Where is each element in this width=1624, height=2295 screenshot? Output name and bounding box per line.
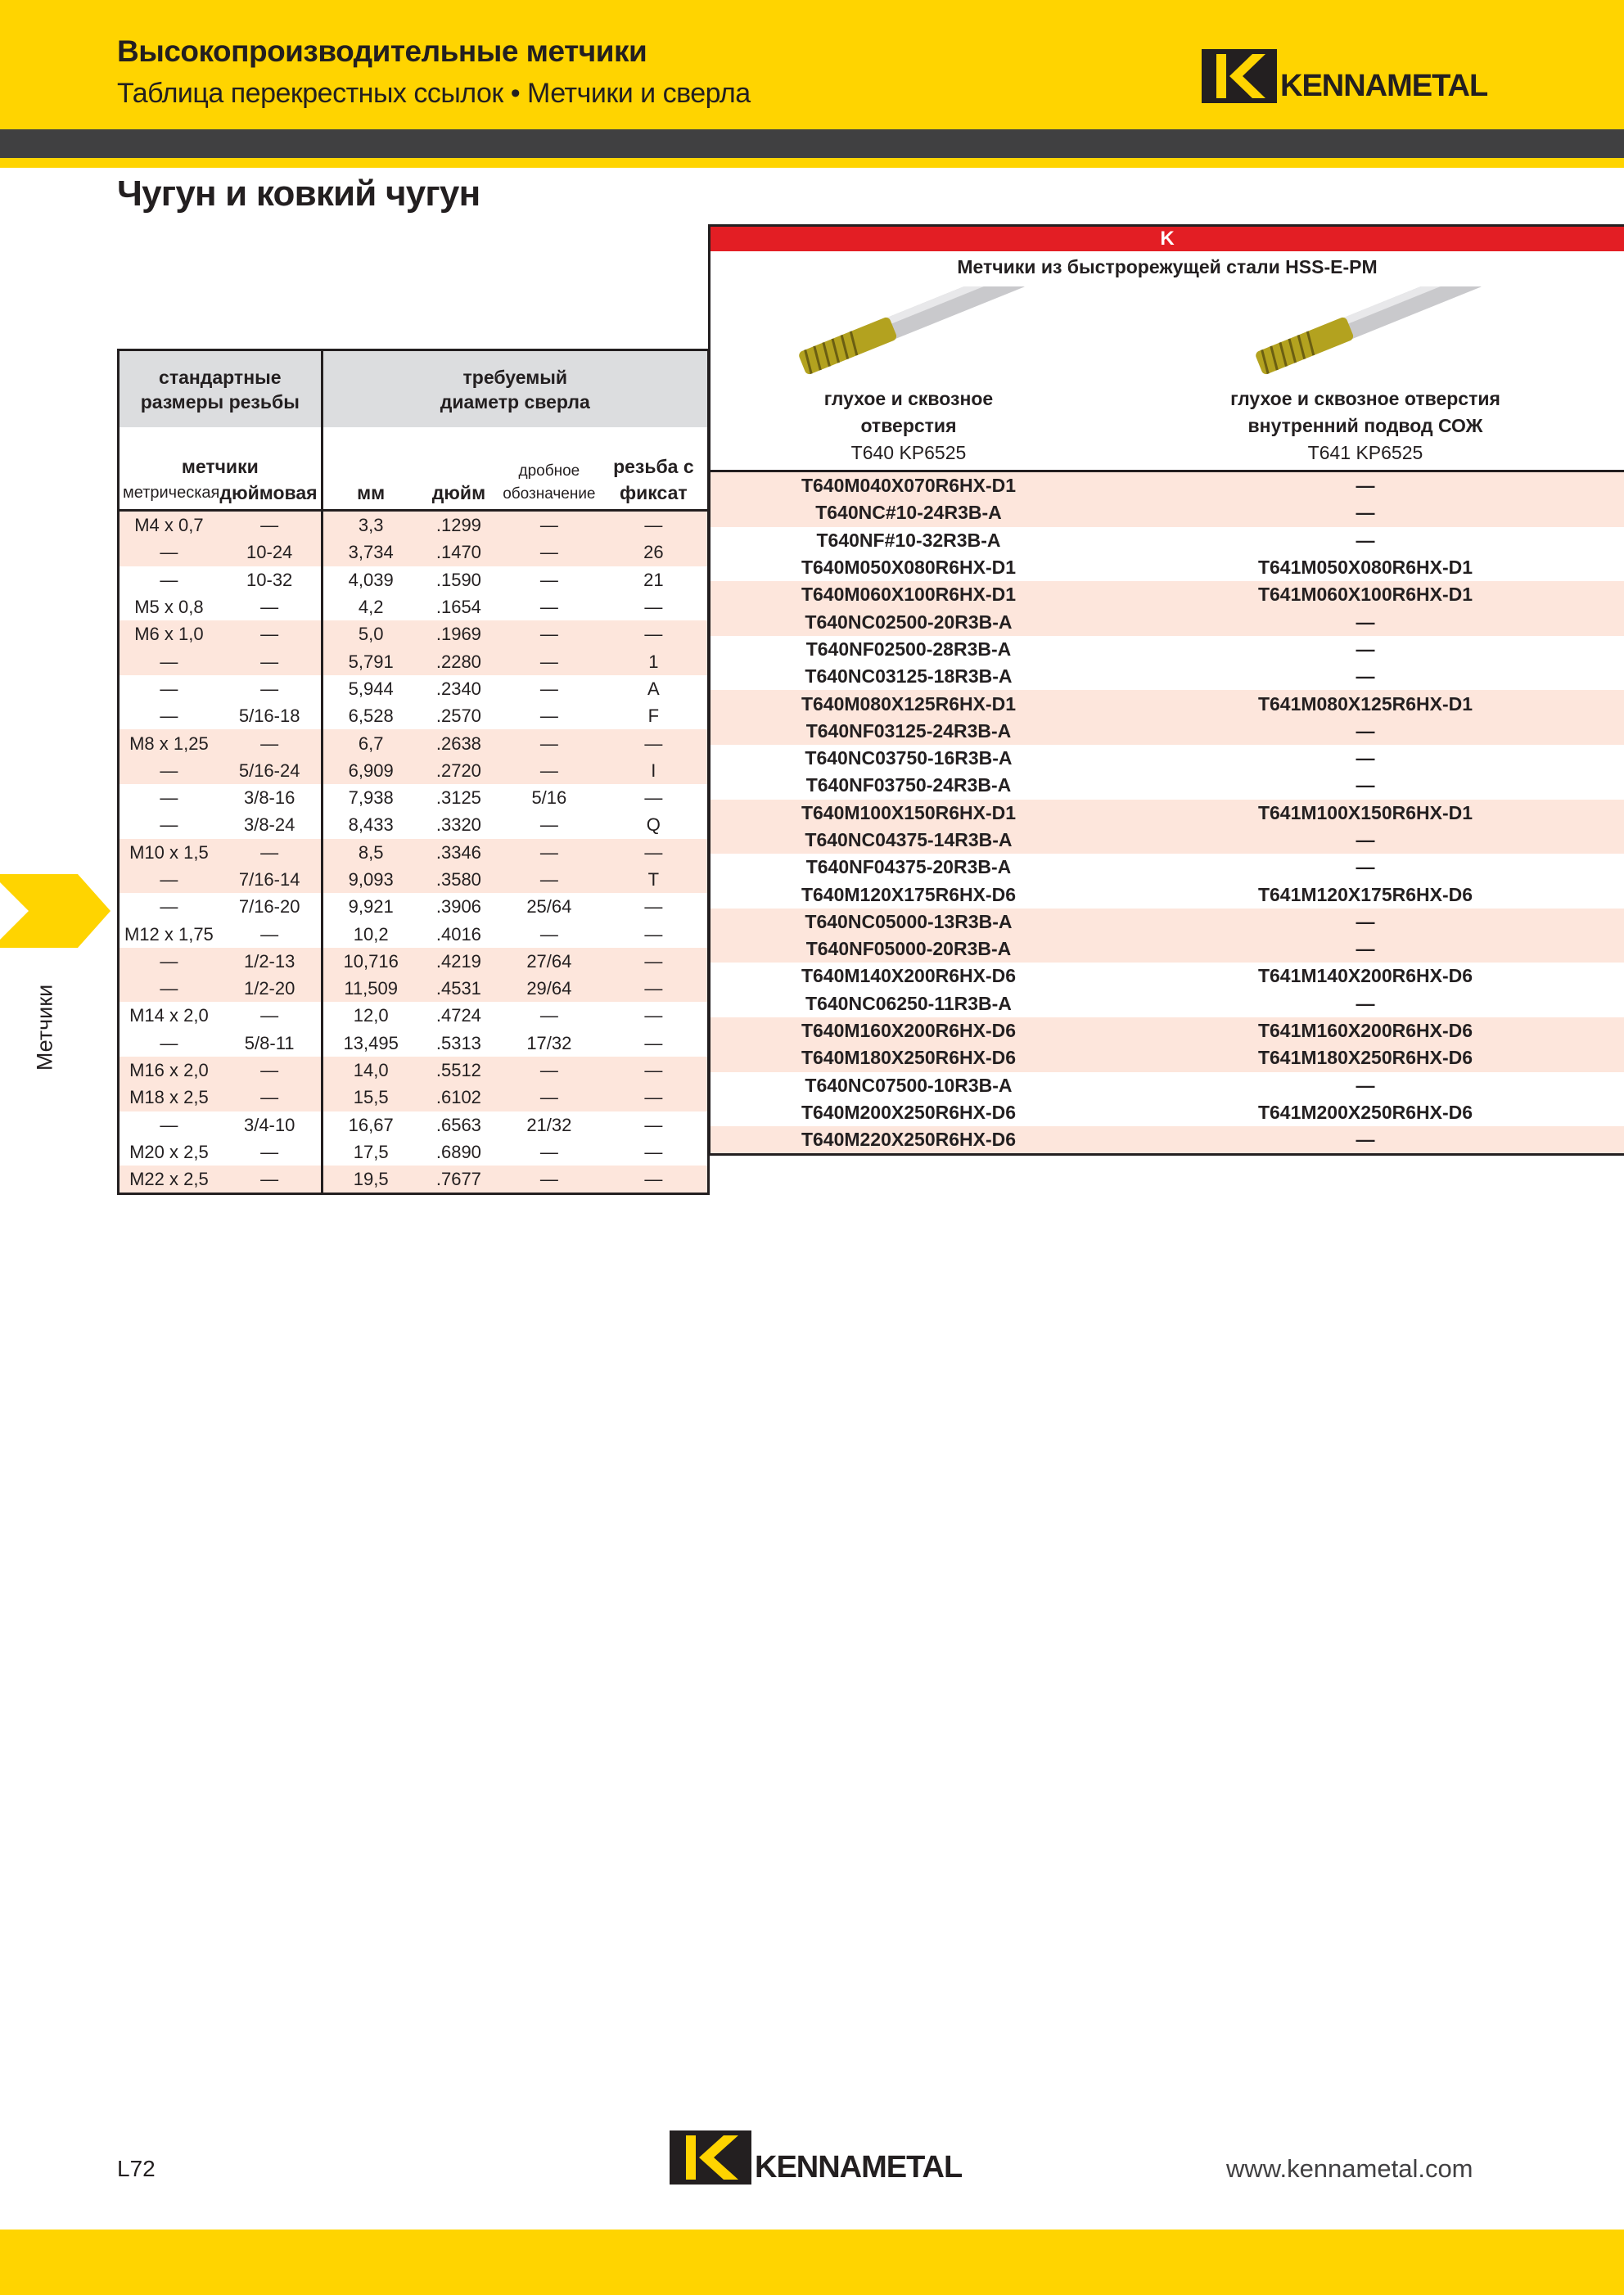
product-cell-p2: —: [1356, 992, 1375, 1014]
spec-cell-in: .6102: [419, 1084, 498, 1111]
spec-cell-in: .3320: [435, 814, 481, 836]
spec-cell-metric: —: [160, 1114, 178, 1135]
product-cell-p1: T640NC05000-13R3B-A: [710, 909, 1107, 936]
spec-cell-metric: M5 x 0,8: [134, 597, 204, 618]
spec-cell-let: —: [644, 1114, 663, 1135]
spec-cell-let: —: [600, 729, 709, 756]
kennametal-logo: [1202, 49, 1487, 103]
spec-cell-mm: 3,734: [322, 539, 419, 566]
product-cell-p2: —: [1107, 909, 1624, 936]
spec-cell-mm: 7,938: [348, 787, 394, 809]
product-cell-p1: T640M180X250R6HX-D6: [710, 1044, 1107, 1071]
spec-cell-inch: 5/16-24: [219, 757, 322, 784]
spec-cell-let: 26: [600, 539, 709, 566]
spec-row: [119, 702, 709, 729]
product-cell-p1: T640NC#10-24R3B-A: [710, 499, 1107, 526]
product-cell-p1: T640NC06250-11R3B-A: [805, 992, 1012, 1014]
spec-cell-frac: —: [498, 757, 600, 784]
spec-cell-metric: M18 x 2,5: [119, 1084, 219, 1111]
spec-cell-metric: —: [160, 896, 178, 918]
product-cell-p2: —: [1356, 856, 1375, 878]
spec-cell-frac: —: [498, 1084, 600, 1111]
spec-cell-mm: 9,921: [348, 896, 394, 918]
spec-cell-mm: 15,5: [322, 1084, 419, 1111]
spec-cell-mm: 16,67: [348, 1114, 394, 1135]
spec-row: [119, 1002, 709, 1029]
spec-cell-let: —: [600, 1166, 709, 1194]
spec-cell-inch: —: [219, 1057, 322, 1084]
spec-cell-let: —: [644, 1005, 663, 1026]
spec-cell-frac: —: [539, 706, 558, 727]
spec-row: [119, 1138, 709, 1166]
dark-stripe: [0, 129, 1624, 158]
spec-cell-metric: M10 x 1,5: [119, 839, 219, 866]
product-cell-p1: T640M140X200R6HX-D6: [801, 965, 1017, 987]
spec-row: [119, 729, 709, 756]
product-row: [710, 1126, 1624, 1155]
drill-diameter-header: требуемый диаметр сверла: [322, 350, 708, 428]
spec-cell-in: .3580: [419, 866, 498, 893]
spec-cell-let: —: [600, 620, 709, 647]
spec-row: [119, 1030, 709, 1057]
product-t641-header: [1107, 385, 1624, 471]
taps-header: [119, 427, 323, 511]
spec-cell-frac: —: [498, 620, 600, 647]
spec-cell-inch: —: [219, 1138, 322, 1166]
product-row: [710, 745, 1624, 772]
spec-row: [119, 1084, 709, 1111]
product-row: [710, 608, 1624, 635]
spec-cell-in: .4531: [419, 975, 498, 1002]
product-cell-p2: —: [1107, 499, 1624, 526]
footer-kennametal-logo: [670, 2130, 962, 2185]
spec-cell-inch: —: [219, 839, 322, 866]
spec-cell-mm: 9,093: [322, 866, 419, 893]
spec-cell-in: .3346: [419, 839, 498, 866]
product-cell-p2: T641M140X200R6HX-D6: [1257, 965, 1473, 987]
spec-cell-metric: M12 x 1,75: [124, 923, 214, 945]
spec-cell-mm: 19,5: [322, 1166, 419, 1194]
spec-cell-in: .5313: [435, 1032, 481, 1053]
spec-cell-in: .4724: [435, 1005, 481, 1026]
spec-cell-inch: —: [219, 511, 322, 539]
spec-cell-let: —: [644, 923, 663, 945]
product-cell-p2: —: [1107, 471, 1624, 500]
spec-cell-let: 21: [643, 569, 664, 590]
spec-cell-in: .4016: [435, 923, 481, 945]
product-cell-p2: —: [1107, 827, 1624, 854]
product-row: [710, 1017, 1624, 1044]
website-link[interactable]: www.kennametal.com: [1226, 2154, 1473, 2183]
spec-cell-mm: 4,039: [348, 569, 394, 590]
spec-cell-mm: 8,5: [322, 839, 419, 866]
spec-cell-metric: —: [160, 569, 178, 590]
spec-cell-inch: 3/8-24: [219, 811, 322, 838]
product-row: [710, 581, 1624, 608]
spec-cell-in: .1470: [419, 539, 498, 566]
section-title: Чугун и ковкий чугун: [117, 174, 480, 214]
spec-cell-in: .7677: [419, 1166, 498, 1194]
spec-row: [119, 620, 709, 647]
spec-cell-let: —: [644, 787, 663, 809]
product-cell-p1: T640M160X200R6HX-D6: [710, 1017, 1107, 1044]
product-cell-p1: T640NC03125-18R3B-A: [805, 665, 1013, 688]
product-row: [710, 690, 1624, 717]
product-cell-p1: T640NF03125-24R3B-A: [710, 718, 1107, 745]
t641-desc1: глухое и сквозное отверстия: [1230, 388, 1500, 409]
footer-kennametal-k-icon: [670, 2130, 751, 2185]
spec-row: [119, 784, 709, 811]
spec-cell-inch: 1/2-20: [219, 975, 322, 1002]
spec-cell-in: .2720: [419, 757, 498, 784]
spec-cell-metric: M22 x 2,5: [119, 1166, 219, 1194]
thread-sizes-header: стандартные размеры резьбы: [119, 350, 323, 428]
product-cell-p2: —: [1356, 529, 1375, 551]
t641-desc2: внутренний подвод СОЖ: [1247, 415, 1483, 436]
spec-cell-frac: 21/32: [526, 1114, 572, 1135]
spec-cell-frac: —: [539, 814, 558, 836]
spec-cell-mm: 17,5: [353, 1141, 389, 1162]
thread-spec-table: [117, 349, 710, 1195]
spec-cell-metric: M4 x 0,7: [119, 511, 219, 539]
spec-cell-inch: —: [219, 1084, 322, 1111]
spec-cell-inch: 10-32: [219, 566, 322, 593]
product-row: [710, 963, 1624, 990]
spec-cell-let: I: [600, 757, 709, 784]
product-cell-p2: T641M060X100R6HX-D1: [1107, 581, 1624, 608]
product-cell-p2: —: [1356, 774, 1375, 796]
spec-cell-let: F: [647, 706, 660, 727]
product-cell-p2: T641M120X175R6HX-D6: [1257, 883, 1473, 905]
spec-cell-in: .4219: [419, 948, 498, 975]
header-subtitle: Таблица перекрестных ссылок • Метчики и сверла: [117, 78, 751, 109]
spec-cell-mm: 3,3: [322, 511, 419, 539]
spec-cell-metric: M14 x 2,0: [129, 1005, 209, 1026]
product-cell-p1: T640M120X175R6HX-D6: [801, 883, 1017, 905]
spec-cell-frac: 27/64: [498, 948, 600, 975]
spec-cell-mm: 6,909: [322, 757, 419, 784]
spec-cell-inch: 7/16-14: [219, 866, 322, 893]
spec-cell-metric: —: [119, 948, 219, 975]
spec-cell-let: 1: [600, 647, 709, 674]
spec-cell-in: .1654: [435, 597, 481, 618]
product-row: [710, 800, 1624, 827]
spec-cell-frac: —: [539, 678, 558, 699]
spec-cell-metric: M20 x 2,5: [129, 1141, 209, 1162]
tap-image-t641: [1107, 282, 1624, 385]
product-cell-p2: T641M180X250R6HX-D6: [1107, 1044, 1624, 1071]
spec-cell-metric: —: [160, 814, 178, 836]
spec-cell-let: —: [600, 948, 709, 975]
spec-row: [119, 757, 709, 784]
spec-cell-frac: 5/16: [531, 787, 567, 809]
spec-cell-inch: —: [219, 593, 322, 620]
product-cell-p1: T640NF02500-28R3B-A: [805, 638, 1012, 660]
spec-cell-let: —: [600, 1084, 709, 1111]
spec-cell-mm: 13,495: [343, 1032, 399, 1053]
tap-t640-icon: [778, 286, 1040, 376]
product-cell-p2: —: [1356, 1074, 1375, 1096]
spec-cell-in: .2638: [419, 729, 498, 756]
spec-cell-metric: M16 x 2,0: [119, 1057, 219, 1084]
spec-row: [119, 647, 709, 674]
spec-cell-metric: —: [119, 866, 219, 893]
spec-cell-let: —: [600, 511, 709, 539]
product-cell-p1: T640NF#10-32R3B-A: [816, 529, 1001, 551]
spec-cell-in: .3125: [435, 787, 481, 809]
spec-cell-let: T: [600, 866, 709, 893]
spec-cell-mm: 10,716: [322, 948, 419, 975]
spec-cell-inch: —: [219, 620, 322, 647]
product-row: [710, 881, 1624, 908]
product-cell-p1: T640NF04375-20R3B-A: [805, 856, 1012, 878]
header-title: Высокопроизводительные метчики: [117, 34, 647, 68]
spec-row: [119, 948, 709, 975]
spec-row: [119, 811, 709, 838]
product-row: [710, 499, 1624, 526]
spec-cell-let: A: [647, 678, 660, 699]
metric-label: метрическая: [123, 484, 220, 502]
spec-row: [119, 1166, 709, 1194]
product-table: [708, 224, 1624, 1156]
product-row: [710, 1072, 1624, 1099]
spec-cell-inch: —: [219, 729, 322, 756]
spec-cell-mm: 6,7: [322, 729, 419, 756]
t640-desc1: глухое и сквозное: [823, 388, 994, 409]
product-row: [710, 936, 1624, 963]
product-cell-p1: T640M220X250R6HX-D6: [710, 1126, 1107, 1155]
spec-row: [119, 511, 709, 539]
product-cell-p1: T640M080X125R6HX-D1: [710, 690, 1107, 717]
spec-cell-in: .2340: [435, 678, 481, 699]
spec-cell-mm: 11,509: [322, 975, 419, 1002]
spec-row: [119, 1111, 709, 1138]
spec-cell-metric: —: [160, 787, 178, 809]
inch-label: дюймовая: [219, 482, 318, 503]
product-row: [710, 527, 1624, 554]
spec-cell-inch: —: [219, 1002, 322, 1029]
spec-cell-in: .3906: [435, 896, 481, 918]
spec-cell-metric: —: [160, 1032, 178, 1053]
product-cell-p2: —: [1356, 747, 1375, 769]
header-band: [0, 0, 1624, 129]
spec-cell-metric: —: [119, 647, 219, 674]
spec-cell-let: —: [600, 1057, 709, 1084]
spec-cell-frac: —: [539, 1141, 558, 1162]
spec-cell-mm: 5,0: [322, 620, 419, 647]
spec-cell-metric: —: [119, 975, 219, 1002]
spec-cell-let: —: [644, 896, 663, 918]
t640-desc2: отверстия: [860, 415, 957, 436]
spec-cell-mm: 5,791: [322, 647, 419, 674]
spec-cell-frac: —: [539, 1005, 558, 1026]
page-number: L72: [117, 2156, 156, 2181]
tap-t641-icon: [1234, 286, 1496, 376]
spec-cell-mm: 14,0: [322, 1057, 419, 1084]
spec-cell-mm: 6,528: [348, 706, 394, 727]
fraction-header: дробное обозначение: [498, 427, 600, 511]
spec-cell-frac: —: [539, 597, 558, 618]
spec-cell-frac: 29/64: [498, 975, 600, 1002]
t640-code: T640 KP6525: [850, 442, 967, 463]
spec-cell-inch: —: [219, 920, 322, 947]
spec-cell-in: .1299: [419, 511, 498, 539]
product-row: [710, 909, 1624, 936]
t641-code: T641 KP6525: [1307, 442, 1423, 463]
spec-row: [119, 975, 709, 1002]
spec-cell-mm: 12,0: [353, 1005, 389, 1026]
spec-cell-metric: —: [160, 706, 178, 727]
spec-cell-inch: 3/4-10: [219, 1111, 322, 1138]
product-cell-p2: —: [1107, 936, 1624, 963]
spec-cell-mm: 10,2: [353, 923, 389, 945]
spec-cell-frac: —: [498, 839, 600, 866]
product-cell-p1: T640NF05000-20R3B-A: [710, 936, 1107, 963]
product-cell-p1: T640M200X250R6HX-D6: [801, 1101, 1017, 1123]
spec-cell-frac: 17/32: [526, 1032, 572, 1053]
product-row: [710, 772, 1624, 799]
product-row: [710, 471, 1624, 500]
product-cell-p2: T641M050X080R6HX-D1: [1257, 557, 1473, 579]
spec-cell-in: .6563: [435, 1114, 481, 1135]
spec-cell-inch: 5/16-18: [219, 702, 322, 729]
product-family-title: Метчики из быстрорежущей стали HSS-E-PM: [957, 255, 1378, 277]
spec-cell-inch: 1/2-13: [219, 948, 322, 975]
spec-cell-frac: —: [539, 923, 558, 945]
product-cell-p1: T640M060X100R6HX-D1: [710, 581, 1107, 608]
product-cell-p2: T641M160X200R6HX-D6: [1107, 1017, 1624, 1044]
side-chevron-icon: [0, 874, 115, 948]
product-cell-p1: T640NF03750-24R3B-A: [805, 774, 1012, 796]
spec-cell-metric: —: [119, 539, 219, 566]
product-t640-header: [710, 385, 1107, 471]
spec-row: [119, 920, 709, 947]
product-row: [710, 1044, 1624, 1071]
spec-cell-let: Q: [646, 814, 661, 836]
spec-cell-metric: M6 x 1,0: [119, 620, 219, 647]
spec-cell-mm: 5,944: [348, 678, 394, 699]
product-cell-p1: T640NC03750-16R3B-A: [805, 747, 1013, 769]
product-cell-p1: T640M100X150R6HX-D1: [710, 800, 1107, 827]
spec-cell-let: —: [644, 597, 663, 618]
product-cell-p2: T641M080X125R6HX-D1: [1107, 690, 1624, 717]
spec-row: [119, 839, 709, 866]
spec-cell-metric: —: [160, 678, 178, 699]
spec-cell-mm: 4,2: [358, 597, 384, 618]
spec-row: [119, 675, 709, 702]
product-cell-p2: —: [1107, 608, 1624, 635]
product-row: [710, 718, 1624, 745]
spec-cell-metric: M8 x 1,25: [119, 729, 219, 756]
material-group-k: K: [710, 226, 1624, 252]
product-cell-p2: —: [1356, 638, 1375, 660]
spec-row: [119, 893, 709, 920]
product-cell-p1: T640M050X080R6HX-D1: [801, 557, 1017, 579]
spec-row: [119, 539, 709, 566]
product-row: [710, 990, 1624, 1017]
product-cell-p1: T640NC04375-14R3B-A: [710, 827, 1107, 854]
product-cell-p2: —: [1107, 718, 1624, 745]
spec-cell-in: .1969: [419, 620, 498, 647]
product-cell-p1: T640NC07500-10R3B-A: [805, 1074, 1013, 1096]
footer-logo-wordmark: KENNAMETAL: [755, 2150, 963, 2185]
mm-header: мм: [322, 427, 419, 511]
spec-cell-let: —: [644, 1141, 663, 1162]
product-cell-p2: T641M100X150R6HX-D1: [1107, 800, 1624, 827]
spec-row: [119, 866, 709, 893]
product-row: [710, 663, 1624, 690]
spec-cell-inch: —: [219, 647, 322, 674]
yellow-stripe: [0, 158, 1624, 168]
product-row: [710, 1099, 1624, 1126]
inch-dia-header: дюйм: [419, 427, 498, 511]
spec-cell-inch: 7/16-20: [219, 893, 322, 920]
spec-cell-inch: —: [219, 675, 322, 702]
product-cell-p2: T641M200X250R6HX-D6: [1257, 1101, 1473, 1123]
spec-cell-frac: —: [498, 1057, 600, 1084]
spec-cell-let: —: [600, 839, 709, 866]
product-cell-p2: —: [1356, 665, 1375, 688]
spec-cell-in: .2570: [435, 706, 481, 727]
spec-cell-in: .5512: [419, 1057, 498, 1084]
spec-row: [119, 593, 709, 620]
spec-cell-in: .2280: [419, 647, 498, 674]
spec-cell-inch: 10-24: [219, 539, 322, 566]
product-row: [710, 827, 1624, 854]
taps-label: метчики: [181, 456, 259, 477]
spec-cell-in: .1590: [435, 569, 481, 590]
spec-row: [119, 1057, 709, 1084]
spec-cell-inch: 3/8-16: [219, 784, 322, 811]
spec-row: [119, 566, 709, 593]
spec-cell-frac: —: [498, 539, 600, 566]
product-cell-p2: —: [1107, 1126, 1624, 1155]
spec-cell-frac: —: [498, 511, 600, 539]
product-cell-p1: T640M040X070R6HX-D1: [710, 471, 1107, 500]
spec-cell-metric: —: [119, 757, 219, 784]
spec-cell-frac: 25/64: [526, 896, 572, 918]
spec-cell-frac: —: [539, 569, 558, 590]
spec-cell-mm: 8,433: [348, 814, 394, 836]
spec-cell-in: .6890: [435, 1141, 481, 1162]
spec-cell-let: —: [644, 1032, 663, 1053]
product-cell-p1: T640NC02500-20R3B-A: [710, 608, 1107, 635]
spec-cell-inch: —: [219, 1166, 322, 1194]
tap-image-t640: [710, 282, 1107, 385]
spec-cell-frac: —: [498, 1166, 600, 1194]
kennametal-k-icon: [1202, 49, 1277, 103]
letter-drill-header: резьба с фиксат: [600, 427, 709, 511]
spec-cell-frac: —: [498, 866, 600, 893]
side-label: Метчики: [32, 984, 57, 1071]
product-row: [710, 554, 1624, 581]
spec-cell-frac: —: [498, 647, 600, 674]
product-row: [710, 636, 1624, 663]
product-row: [710, 854, 1624, 881]
spec-cell-inch: 5/8-11: [219, 1030, 322, 1057]
logo-wordmark: KENNAMETAL: [1280, 69, 1488, 103]
spec-cell-frac: —: [498, 729, 600, 756]
footer-band: [0, 2230, 1624, 2295]
spec-cell-let: —: [600, 975, 709, 1002]
